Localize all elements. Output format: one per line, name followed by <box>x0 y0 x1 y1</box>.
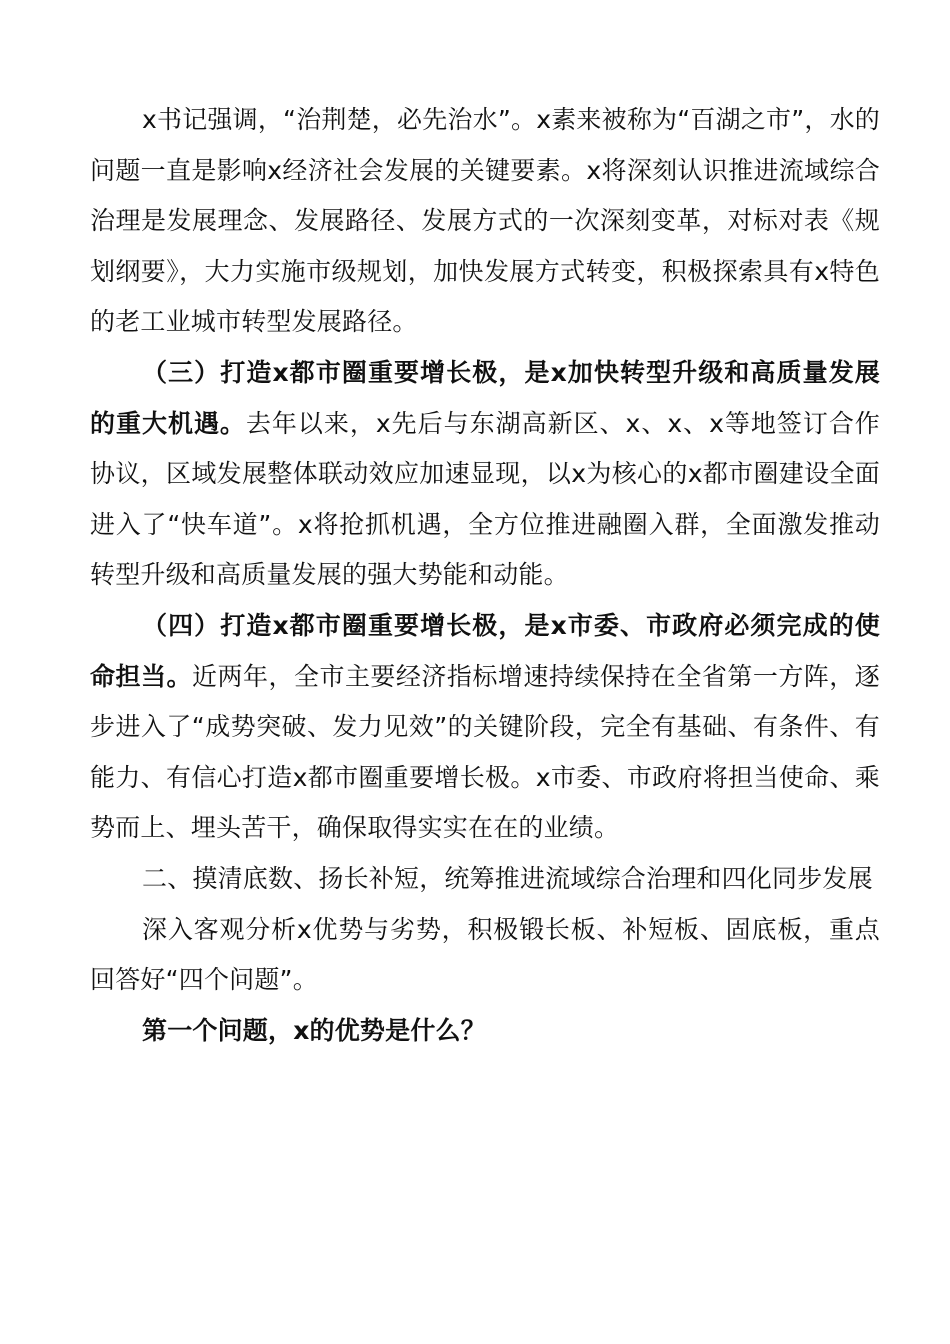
paragraph-5-body: 深入客观分析x优势与劣势，积极锻长板、补短板、固底板，重点回答好“四个问题”。 <box>90 914 880 995</box>
paragraph-5 <box>90 905 880 1006</box>
section-heading <box>90 854 880 905</box>
paragraph-1 <box>90 95 880 348</box>
question-heading <box>90 1006 880 1057</box>
document-page <box>90 95 880 1056</box>
paragraph-2-lead: （三）打造x都市圈重要增长极，是x加快转型升级和高质量发展的重大机遇。 <box>90 357 880 438</box>
paragraph-2 <box>90 348 880 601</box>
paragraph-2-body: 去年以来，x先后与东湖高新区、x、x、x等地签订合作协议，区域发展整体联动效应加速显现，以x为核心的x都市圈建设全面进入了“快车道”。x将抢抓机遇，全方位推进融圈入群，全面激发推动转型升级和高质量发展的强大势能和动能。 <box>90 408 881 590</box>
question-heading-text: 第一个问题，x的优势是什么？ <box>142 1015 486 1045</box>
paragraph-3-lead: （四）打造x都市圈重要增长极，是x市委、市政府必须完成的使命担当。 <box>90 610 880 691</box>
section-heading-text: 二、摸清底数、扬长补短，统筹推进流域综合治理和四化同步发展 <box>142 863 873 893</box>
paragraph-3-body: 近两年，全市主要经济指标增速持续保持在全省第一方阵，逐步进入了“成势突破、发力见效”的关键阶段，完全有基础、有条件、有能力、有信心打造x都市圈重要增长极。x市委、市政府将担当使命、乘势而上、埋头苦干，确保取得实实在在的业绩。 <box>90 661 880 843</box>
paragraph-1-body: x书记强调，“治荆楚，必先治水”。x素来被称为“百湖之市”，水的问题一直是影响x经济社会发展的关键要素。x将深刻认识推进流域综合治理是发展理念、发展路径、发展方式的一次深刻变革，对标对表《规划纲要》，大力实施市级规划，加快发展方式转变，积极探索具有x特色的老工业城市转型发展路径。 <box>90 105 880 337</box>
paragraph-3 <box>90 601 880 854</box>
